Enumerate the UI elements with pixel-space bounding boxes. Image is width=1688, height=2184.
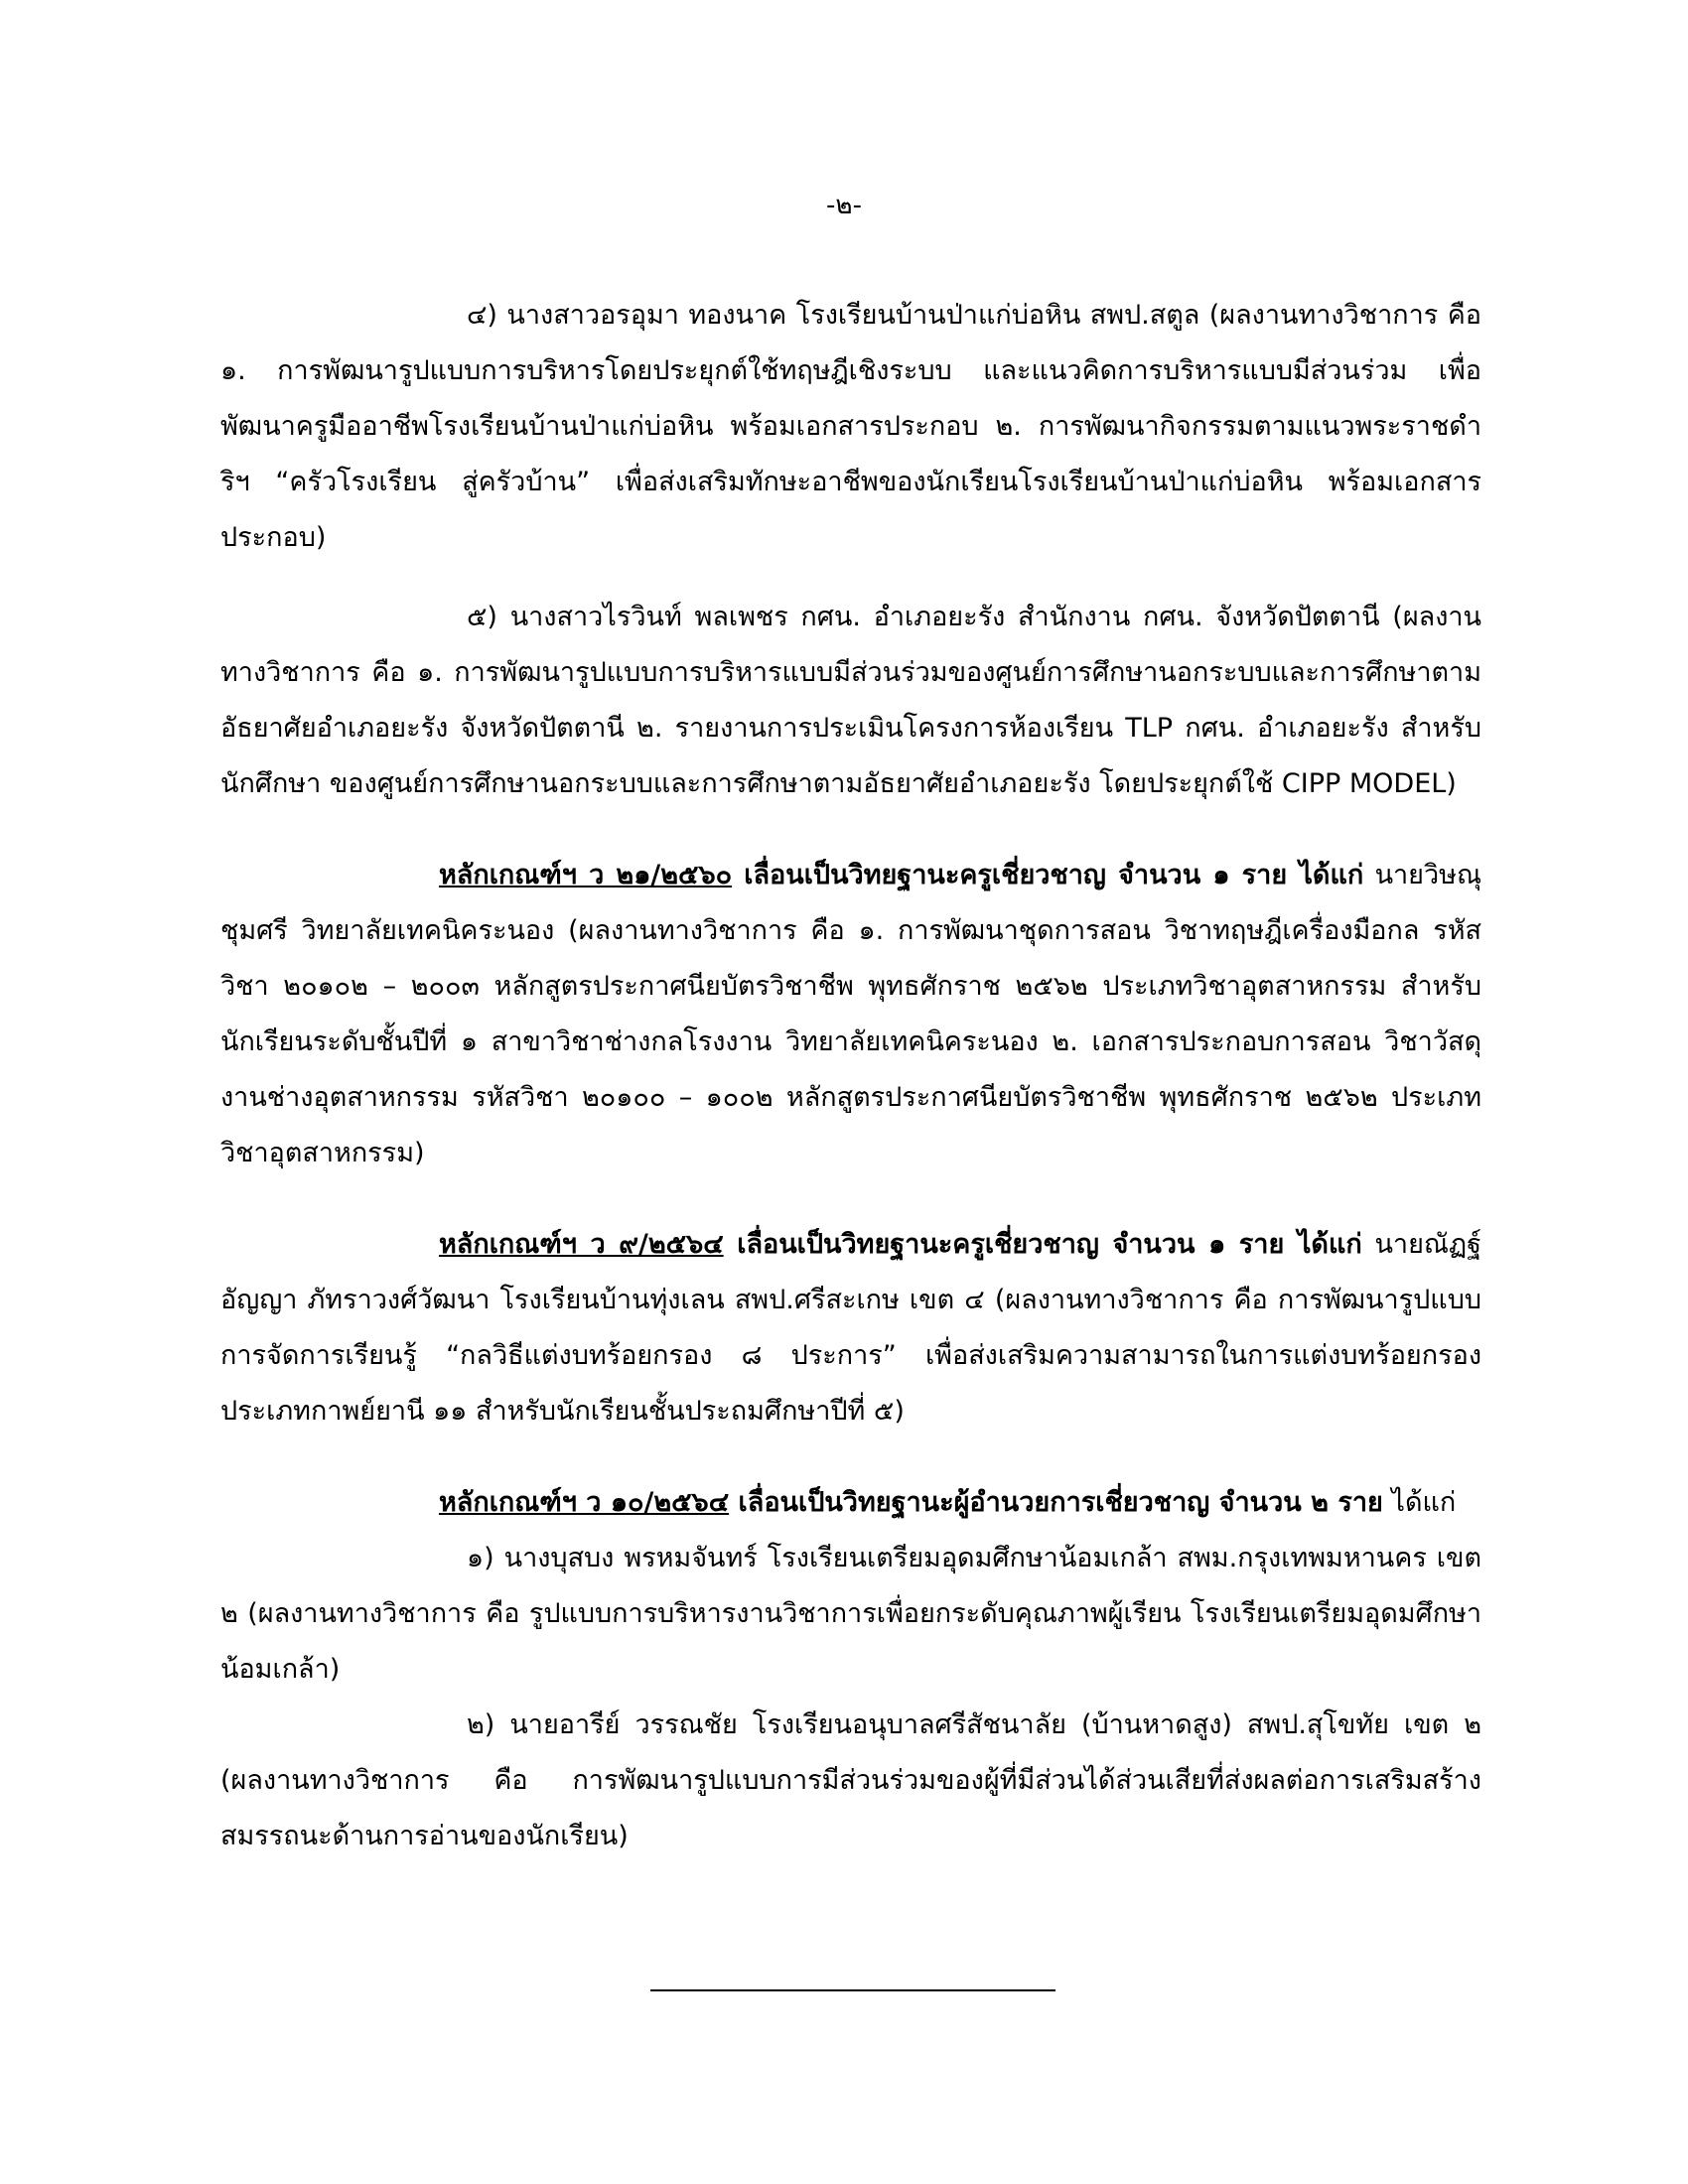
criterion-heading: เลื่อนเป็นวิทยฐานะครูเชี่ยวชาญ จำนวน ๑ ราย ได้แก่ (732, 860, 1364, 890)
page-number: -๒- (826, 191, 862, 220)
criterion-body: นายณัฏฐ์อัญญา ภัทราวงศ์วัฒนา โรงเรียนบ้านทุ่งเลน สพป.ศรีสะเกษ เขต ๔ (ผลงานทางวิชาการ คือ การพัฒนารูปแบบการจัดการเรียนรู้ “กลวิธีแต่งบทร้อยกรอง ๘ ประการ” เพื่อส่งเสริมความสามารถในการแต่งบทร้อยกรอง ประเภทกาพย์ยานี ๑๑ สำหรับนักเรียนชั้นประถมศึกษาปีที่ ๕) (220, 1229, 1481, 1427)
criterion-label: หลักเกณฑ์ฯ ว ๒๑/๒๕๖๐ (439, 860, 733, 890)
criterion-section (220, 848, 1481, 1181)
list-item: ๒) นายอารีย์ วรรณชัย โรงเรียนอนุบาลศรีสัชนาลัย (บ้านหาดสูง) สพป.สุโขทัย เขต ๒ (ผลงานทางวิชาการ คือ การพัฒนารูปแบบการมีส่วนร่วมของผู้ที่มีส่วนได้ส่วนเสียที่ส่งผลต่อการเสริมสร้างสมรรถนะด้านการอ่านของนักเรียน) (220, 1709, 1481, 1851)
criterion-tail: ได้แก่ (1382, 1487, 1457, 1518)
list-item: ๑) นางบุสบง พรหมจันทร์ โรงเรียนเตรียมอุดมศึกษาน้อมเกล้า สพม.กรุงเทพมหานคร เขต ๒ (ผลงานทางวิชาการ คือ รูปแบบการบริหารงานวิชาการเพื่อยกระดับคุณภาพผู้เรียน โรงเรียนเตรียมอุดมศึกษาน้อมเกล้า) (220, 1543, 1481, 1685)
criterion-label: หลักเกณฑ์ฯ ว ๑๐/๒๕๖๔ (439, 1487, 730, 1518)
criterion-heading: เลื่อนเป็นวิทยฐานะผู้อำนวยการเชี่ยวชาญ จำนวน ๒ ราย (729, 1487, 1383, 1518)
end-divider (650, 1989, 1055, 1991)
criterion-section (220, 1217, 1481, 1439)
list-item: ๕) นางสาวไรวินท์ พลเพชร กศน. อำเภอยะรัง สำนักงาน กศน. จังหวัดปัตตานี (ผลงานทางวิชาการ คือ ๑. การพัฒนารูปแบบการบริหารแบบมีส่วนร่วมของศูนย์การศึกษานอกระบบและการศึกษาตามอัธยาศัยอำเภอยะรัง จังหวัดปัตตานี ๒. รายงานการประเมินโครงการห้องเรียน TLP กศน. อำเภอยะรัง สำหรับนักศึกษา ของศูนย์การศึกษานอกระบบและการศึกษาตามอัธยาศัยอำเภอยะรัง โดยประยุกต์ใช้ CIPP MODEL) (220, 602, 1481, 799)
criterion-label: หลักเกณฑ์ฯ ว ๙/๒๕๖๔ (439, 1229, 724, 1260)
criterion-body: นายวิษณุ ชุมศรี วิทยาลัยเทคนิคระนอง (ผลงานทางวิชาการ คือ ๑. การพัฒนาชุดการสอน วิชาทฤษฎีเครื่องมือกล รหัสวิชา ๒๐๑๐๒ – ๒๐๐๓ หลักสูตรประกาศนียบัตรวิชาชีพ พุทธศักราช ๒๕๖๒ ประเภทวิชาอุตสาหกรรม สำหรับนักเรียนระดับชั้นปีที่ ๑ สาขาวิชาช่างกลโรงงาน วิทยาลัยเทคนิคระนอง ๒. เอกสารประกอบการสอน วิชาวัสดุงานช่างอุตสาหกรรม รหัสวิชา ๒๐๑๐๐ – ๑๐๐๒ หลักสูตรประกาศนียบัตรวิชาชีพ พุทธศักราช ๒๕๖๒ ประเภทวิชาอุตสาหกรรม) (220, 860, 1482, 1168)
document-body (220, 288, 1481, 1864)
list-item: ๔) นางสาวอรอุมา ทองนาค โรงเรียนบ้านป่าแก่บ่อหิน สพป.สตูล (ผลงานทางวิชาการ คือ ๑. การพัฒนารูปแบบการบริหารโดยประยุกต์ใช้ทฤษฎีเชิงระบบ และแนวคิดการบริหารแบบมีส่วนร่วม เพื่อพัฒนาครูมืออาชีพโรงเรียนบ้านป่าแก่บ่อหิน พร้อมเอกสารประกอบ ๒. การพัฒนากิจกรรมตามแนวพระราชดำริฯ “ครัวโรงเรียน สู่ครัวบ้าน” เพื่อส่งเสริมทักษะอาชีพของนักเรียนโรงเรียนบ้านป่าแก่บ่อหิน พร้อมเอกสารประกอบ) (220, 300, 1481, 553)
criterion-section (220, 1475, 1481, 1531)
criterion-heading: เลื่อนเป็นวิทยฐานะครูเชี่ยวชาญ จำนวน ๑ ราย ได้แก่ (723, 1229, 1362, 1260)
